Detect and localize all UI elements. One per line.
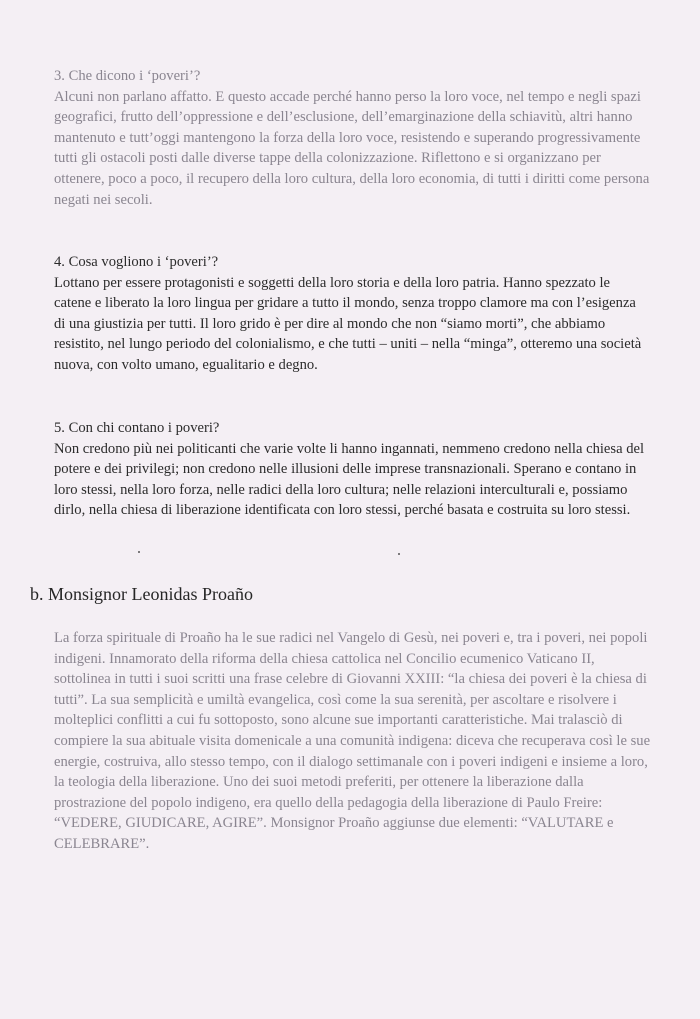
speck-mark <box>398 553 400 555</box>
section-5-title: 5. Con chi contano i poveri? <box>54 420 220 436</box>
speck-mark <box>138 551 140 553</box>
section-5 <box>54 418 650 521</box>
section-b-body: La forza spirituale di Proaño ha le sue radici nel Vangelo di Gesù, nei poveri e, tra i poveri, nei popoli indigeni. Innamorato della riforma della chiesa cattolica nel Concilio ecumenico Vaticano II, sottolinea in tutti i suoi scritti una frase celebre di Giovanni XXIII: “la chiesa dei poveri è la chiesa di tutti”. La sua semplicità e umiltà evangelica, così come la sua serenità, per ascoltare e risolvere i molteplici conflitti a cui fu sottoposto, sono alcune sue importanti caratteristiche. Mai tralasciò di compiere la sua abituale visita domenicale a una comunità indigena: diceva che recuperava così le sue energie, costruiva, allo stesso tempo, con il dialogo settimanale con i poveri indigeni e insieme a loro, la teologia della liberazione. Uno dei suoi metodi preferiti, per ottenere la liberazione dalla prostrazione del popolo indigeno, era quello della pedagogia della liberazione di Paulo Freire: “VEDERE, GIUDICARE, AGIRE”. Monsignor Proaño aggiunse due elementi: “VALUTARE e CELEBRARE”. <box>54 630 651 852</box>
section-b <box>54 628 654 855</box>
section-b-heading: b. Monsignor Leonidas Proaño <box>30 584 253 604</box>
section-3 <box>54 66 650 210</box>
section-4-title: 4. Cosa vogliono i ‘poveri’? <box>54 254 219 270</box>
section-3-title: 3. Che dicono i ‘poveri’? <box>54 68 201 84</box>
section-3-body: Alcuni non parlano affatto. E questo accade perché hanno perso la loro voce, nel tempo e negli spazi geografici, frutto dell’oppressione e dell’esclusione, dell’emarginazione della schiavitù, altri hanno mantenuto e tutt’oggi mantengono la forza della loro voce, resistendo e superando progressivamente tutti gli ostacoli posti dalle diverse tappe della colonizzazione. Riflettono e si organizzano per ottenere, poco a poco, il recupero della loro cultura, della loro economia, di tutti i diritti come persona negati nei secoli. <box>54 88 650 208</box>
section-5-body: Non credono più nei politicanti che varie volte li hanno ingannati, nemmeno credono nella chiesa del potere e dei privilegi; non credono nelle illusioni delle imprese transnazionali. Sperano e contano in loro stessi, nella loro forza, nelle radici della loro cultura; nelle relazioni interculturali e, possiamo dirlo, nella chiesa di liberazione identificata con loro stessi, perché basata e costruita su loro stessi. <box>54 440 645 519</box>
section-4-body: Lottano per essere protagonisti e soggetti della loro storia e della loro patria. Hanno spezzato le catene e liberato la loro lingua per gridare a tutto il mondo, senza troppo clamore ma con l’esigenza di una giustizia per tutti. Il loro grido è per dire al mondo che non “siamo morti”, che abbiamo resistito, nel lungo periodo del colonialismo, e che tutti – uniti – nella “minga”, otteremo una società nuova, con volto umano, egualitario e degno. <box>54 274 642 373</box>
section-4 <box>54 252 650 376</box>
